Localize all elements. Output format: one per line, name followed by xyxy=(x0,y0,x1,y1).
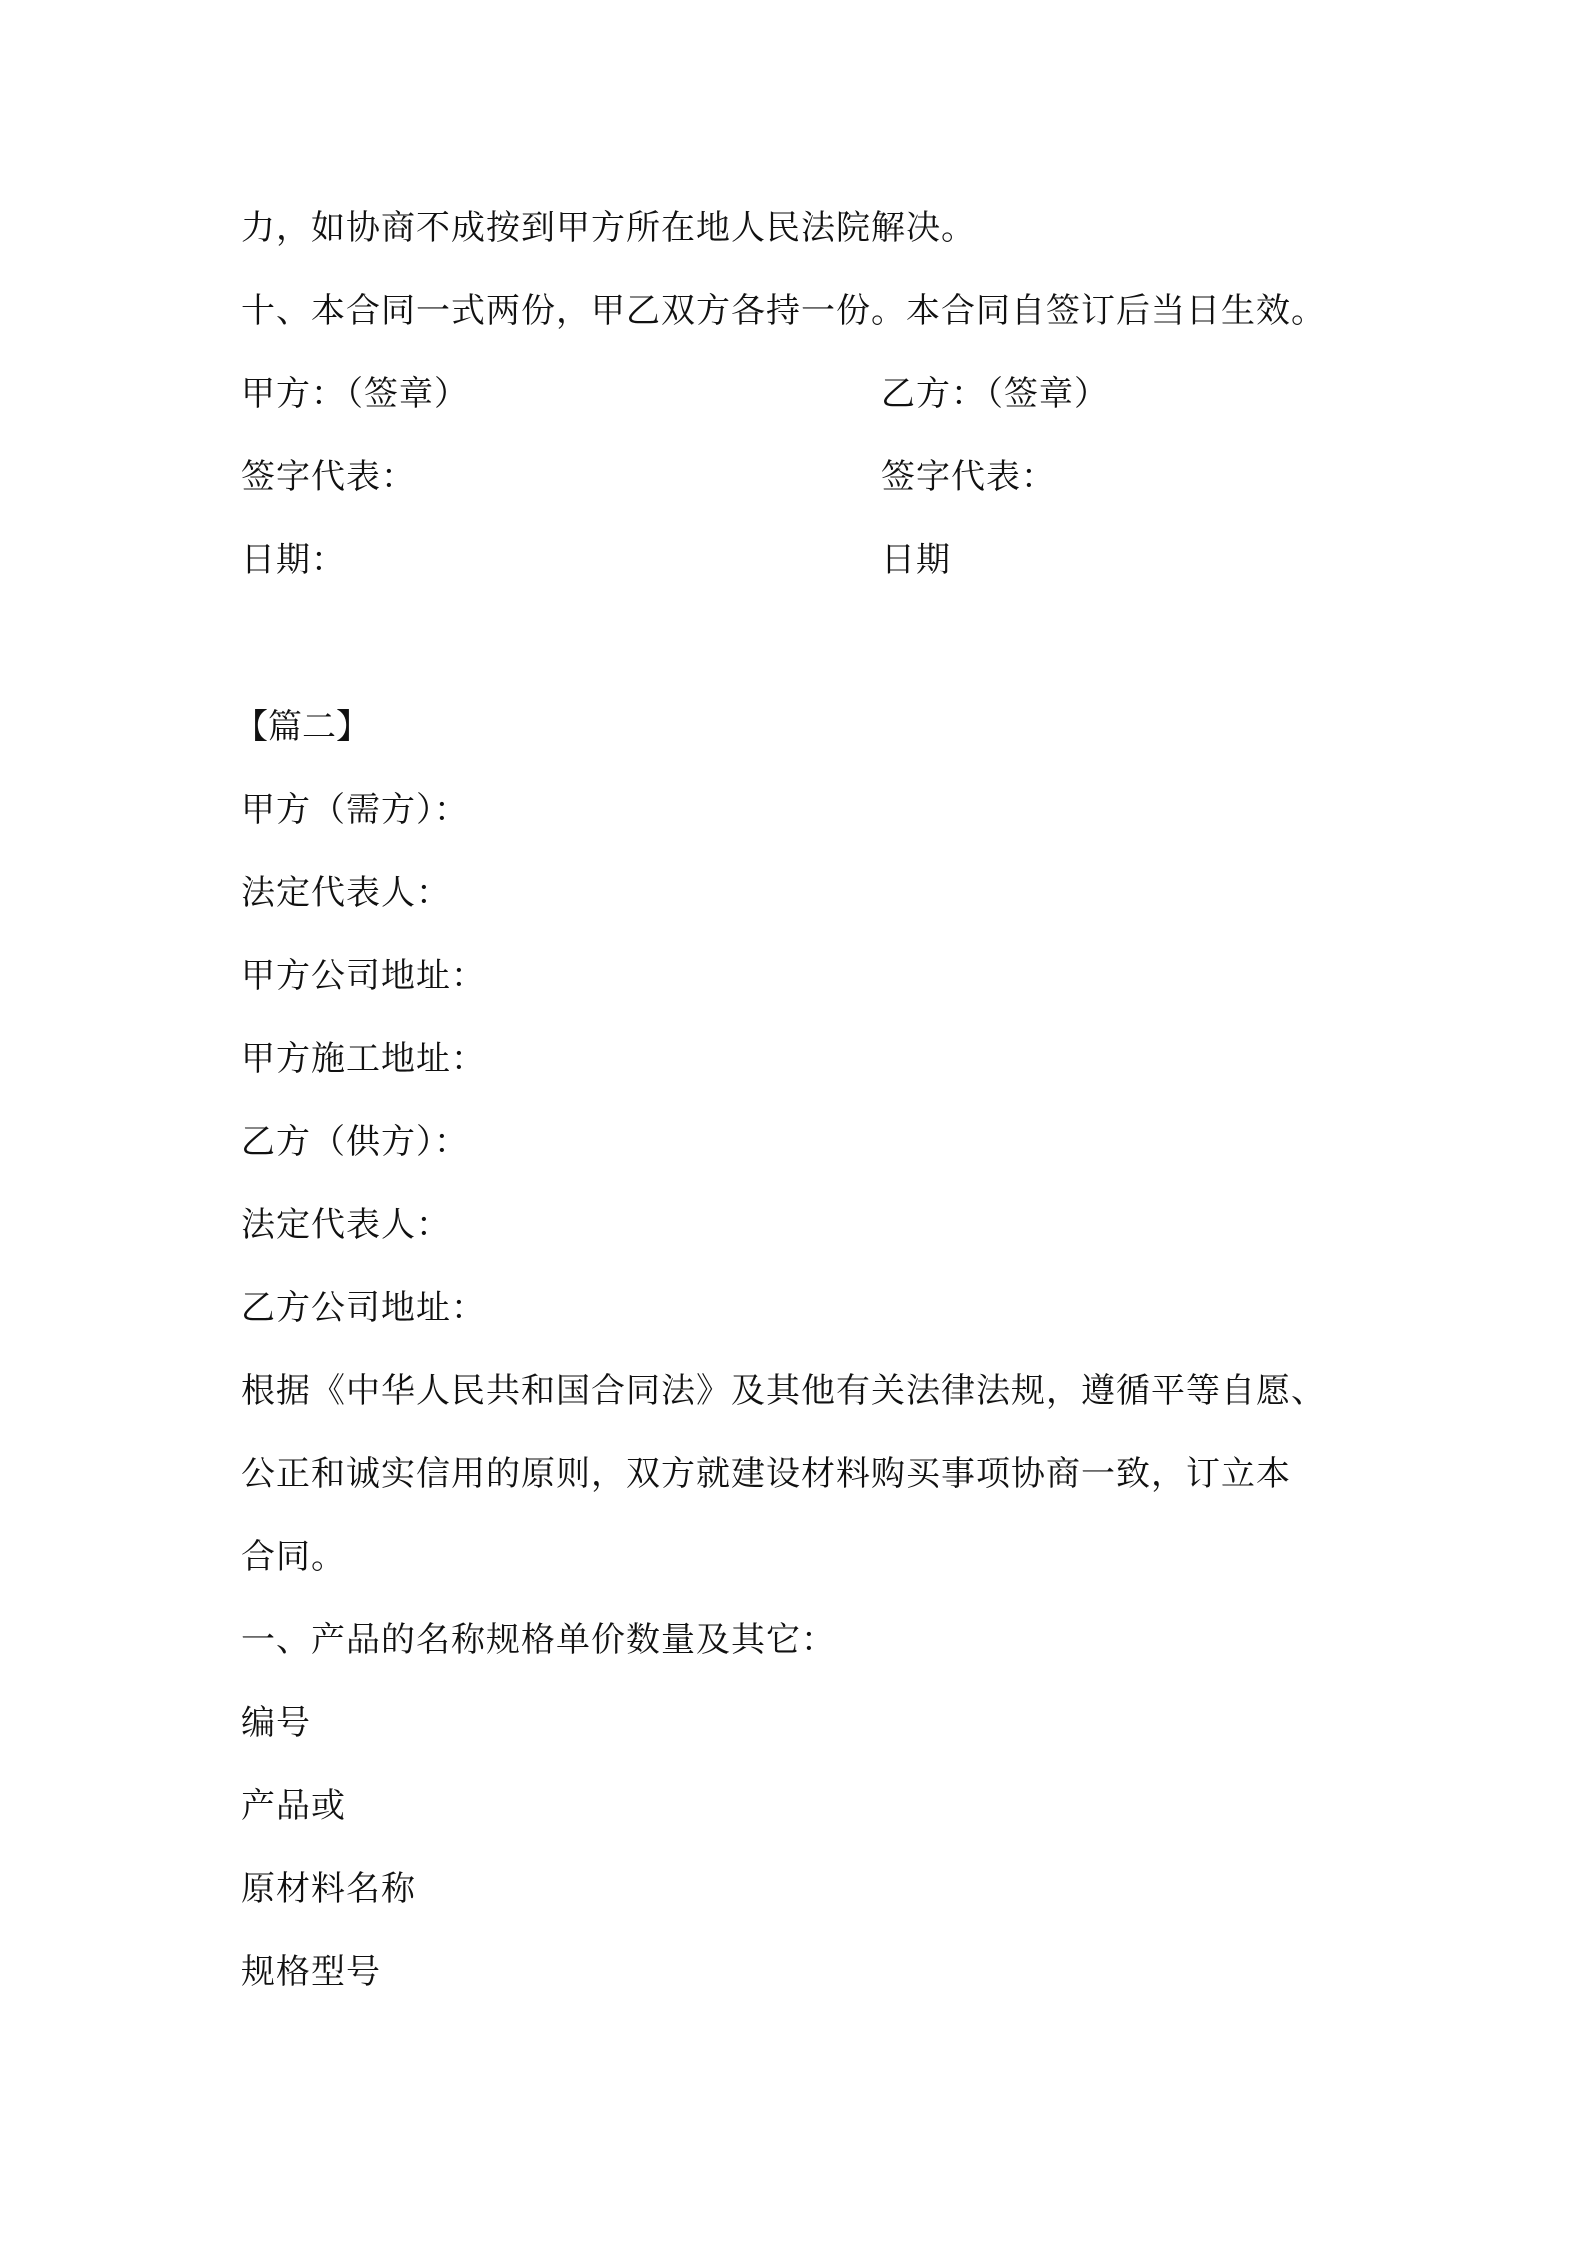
party-a-rep-label: 签字代表： xyxy=(241,457,416,497)
section-two-title: 【篇二】 xyxy=(234,707,370,747)
field-party-b: 乙方（供方）： xyxy=(241,1122,469,1162)
preamble-line-2: 公正和诚实信用的原则，双方就建设材料购买事项协商一致，订立本 xyxy=(241,1454,1291,1494)
field-party-a-company-address: 甲方公司地址： xyxy=(241,956,486,996)
party-b-rep-label: 签字代表： xyxy=(881,457,1056,497)
field-party-a-legal-rep: 法定代表人： xyxy=(241,873,451,913)
party-a-seal-label: 甲方：（签章） xyxy=(241,374,469,414)
preamble-line-1: 根据《中华人民共和国合同法》及其他有关法律法规，遵循平等自愿、 xyxy=(241,1371,1326,1411)
field-party-b-company-address: 乙方公司地址： xyxy=(241,1288,486,1328)
field-party-b-legal-rep: 法定代表人： xyxy=(241,1205,451,1245)
table-header-product: 产品或 xyxy=(241,1786,346,1826)
field-party-a: 甲方（需方）： xyxy=(241,790,469,830)
party-b-date-label: 日期 xyxy=(881,540,951,580)
clause-one: 一、产品的名称规格单价数量及其它： xyxy=(241,1620,836,1660)
preamble-line-3: 合同。 xyxy=(241,1537,346,1577)
table-header-spec-model: 规格型号 xyxy=(241,1952,381,1992)
party-a-date-label: 日期： xyxy=(241,540,346,580)
table-header-number: 编号 xyxy=(241,1703,311,1743)
party-b-seal-label: 乙方：（签章） xyxy=(881,374,1109,414)
continuation-text: 力，如协商不成按到甲方所在地人民法院解决。 xyxy=(241,208,976,248)
signature-row-rep xyxy=(241,453,1361,501)
table-header-material-name: 原材料名称 xyxy=(241,1869,416,1909)
signature-row-seal xyxy=(241,370,1361,418)
clause-ten: 十、本合同一式两份，甲乙双方各持一份。本合同自签订后当日生效。 xyxy=(241,291,1326,331)
signature-row-date xyxy=(241,536,1361,584)
field-party-a-site-address: 甲方施工地址： xyxy=(241,1039,486,1079)
